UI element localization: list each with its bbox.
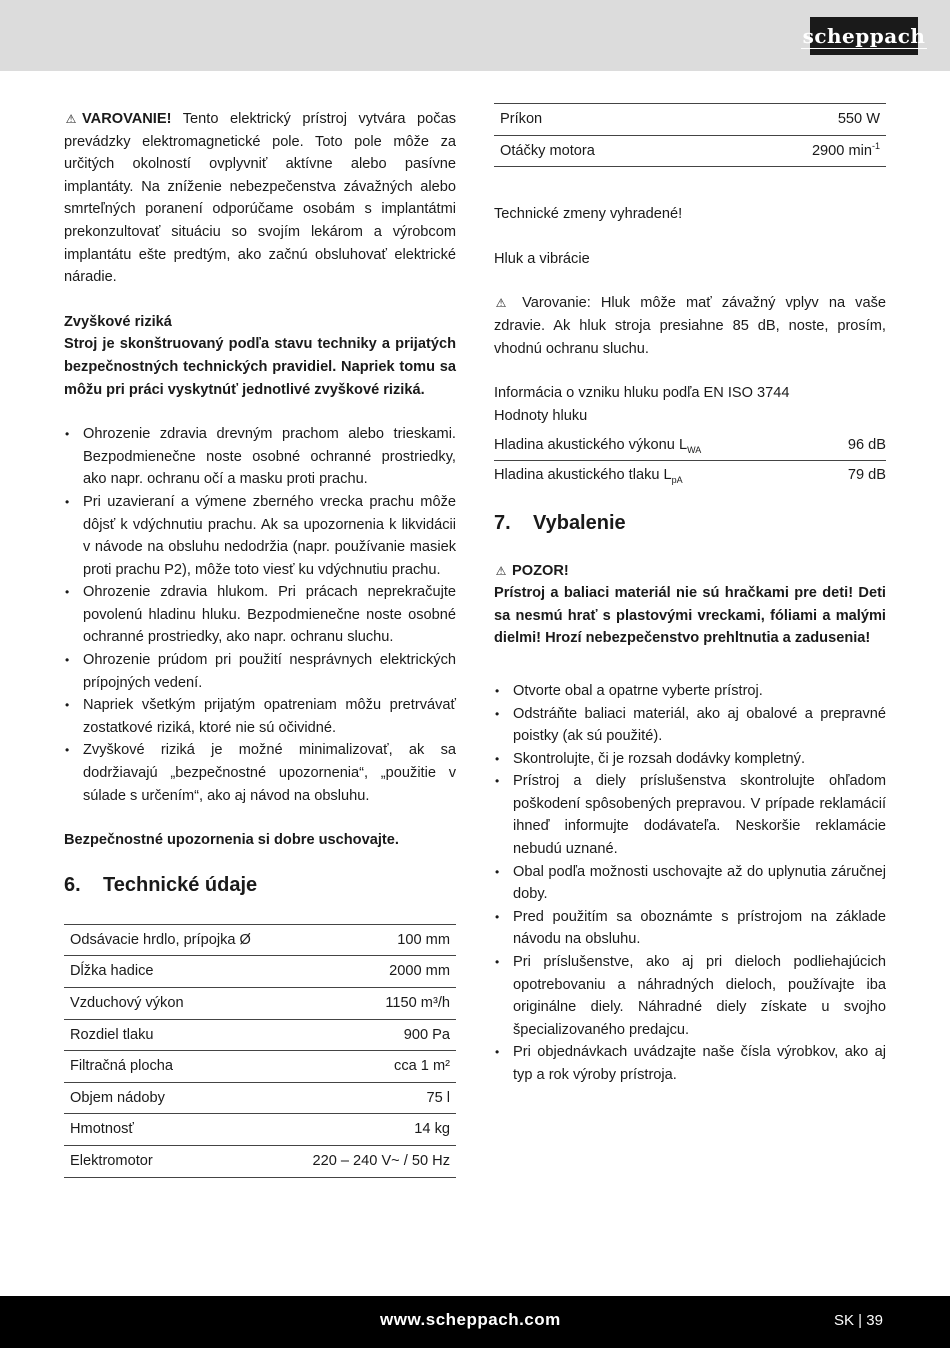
list-item: • Skontrolujte, či je rozsah dodávky kompletný. <box>494 748 886 771</box>
list-item: • Ohrozenie zdravia hlukom. Pri prácach neprekračujte povolenú hladinu hluku. Bezpodmienečne noste osobné ochranné prostriedky, ako napr. ochranu sluchu. <box>64 581 456 649</box>
table-row: Objem nádoby 75 l <box>64 1082 456 1114</box>
left-column <box>64 108 456 1178</box>
noise-values-label: Hodnoty hluku <box>494 407 588 424</box>
right-column <box>494 103 886 1087</box>
list-item: • Zvyškové riziká je možné minimalizovať, ak sa dodržiavajú „bezpečnostné upozornenia“, „použitie v súlade s určením“, ako aj návod na obsluhu. <box>64 739 456 807</box>
table-row: Príkon 550 W <box>494 104 886 136</box>
warning-triangle-icon: ⚠ <box>495 563 507 578</box>
footer-url-link[interactable]: www.scheppach.com <box>380 1310 561 1329</box>
list-item: • Pri uzavieraní a výmene zberného vrecka prachu môže dôjsť k vdýchnutiu prachu. Ak sa upozornenia k likvidácii v návode na obsluhu nedodržia (napr. používanie masiek proti prachu P2), môže toto viesť ku vdýchnutiu prachu. <box>64 491 456 581</box>
list-item: • Obal podľa možnosti uschovajte až do uplynutia záručnej doby. <box>494 861 886 906</box>
table-row: Rozdiel tlaku 900 Pa <box>64 1019 456 1051</box>
list-item: • Napriek všetkým prijatým opatreniam môžu pretrvávať zostatkové riziká, ktoré nie sú očividné. <box>64 694 456 739</box>
list-item: • Pri príslušenstve, ako aj pri dieloch podliehajúcich opotrebovaniu a náhradných dieloch, používajte iba originálne diely. Náhradné diely získate u svojho špecializovaného predajcu. <box>494 951 886 1041</box>
caution-label: ⚠ POZOR! <box>494 560 886 583</box>
keep-safe-note: Bezpečnostné upozornenia si dobre uschovajte. <box>64 832 399 849</box>
noise-table <box>494 431 886 489</box>
list-item: • Odstráňte baliaci materiál, ako aj obalové a prepravné poistky (ak sú použité). <box>494 703 886 748</box>
section-7-heading: 7. Vybalenie <box>494 511 626 534</box>
list-item: • Prístroj a diely príslušenstva skontrolujte ohľadom poškodení spôsobených prepravou. V prípade reklamácií ihneď informujte dodávateľa. Neskoršie reklamácie nebudú uznané. <box>494 770 886 860</box>
table-row: Vzduchový výkon 1150 m³/h <box>64 988 456 1020</box>
warning-triangle-icon: ⚠ <box>495 296 507 311</box>
caution-text: Prístroj a baliaci materiál nie sú hračkami pre deti! Deti sa nesmú hrať s plastovými vreckami, fóliami a malými dielmi! Hrozí nebezpečenstvo prehltnutia a zadusenia! <box>494 585 886 647</box>
emf-warning: ⚠ VAROVANIE! Tento elektrický prístroj vytvára počas prevádzky elektromagnetické pole. Toto pole môže za určitých okolností ovplyvniť aktívne alebo pasívne implantáty. Na zníženie nebezpečenstva závažných alebo smrteľných poranení odporúčame osobám s implantátmi prekonzultovať situáciu so svojím lekárom a výrobcom implantátu ešte predtým, ako začnú obsluhovať elektrické náradie. <box>64 108 456 289</box>
residual-risks-list <box>64 423 456 807</box>
warning-triangle-icon: ⚠ <box>65 112 77 126</box>
list-item: • Pred použitím sa oboznámte s prístrojom na základe návodu na obsluhu. <box>494 906 886 951</box>
table-row: Otáčky motora 2900 $\min^{-1}$ <box>494 135 886 167</box>
table-row: Filtračná plocha cca 1 m² <box>64 1051 456 1083</box>
table-row: Odsávacie hrdlo, prípojka Ø 100 mm <box>64 924 456 956</box>
residual-risks-heading: Zvyškové riziká <box>64 313 172 330</box>
footer-band <box>0 1296 950 1348</box>
table-row: Hladina akustického tlaku $L_{pA}$ 79 dB <box>494 466 886 485</box>
residual-risks-intro: Stroj je skonštruovaný podľa stavu techniky a prijatých bezpečnostných technických pravidiel. Napriek tomu sa môžu pri práci vyskytnúť jednotlivé zvyškové riziká. <box>64 336 456 398</box>
list-item: • Otvorte obal a opatrne vyberte prístroj. <box>494 680 886 703</box>
unpacking-list <box>494 680 886 1087</box>
page-number: SK | 39 <box>834 1312 883 1329</box>
table-row: Hladina akustického výkonu $L_{WA}$ 96 dB <box>494 431 886 460</box>
header-band <box>0 0 950 71</box>
section-6-heading: 6. Technické údaje <box>64 873 258 896</box>
noise-warning: ⚠ Varovanie: Hluk môže mať závažný vplyv na vaše zdravie. Ak hluk stroja presiahne 85 dB, noste, prosím, vhodnú ochranu sluchu. <box>494 292 886 360</box>
list-item: • Pri objednávkach uvádzajte naše čísla výrobkov, ako aj typ a rok výroby prístroja. <box>494 1041 886 1086</box>
list-item: • Ohrozenie prúdom pri použití nesprávnych elektrických prípojných vedení. <box>64 649 456 694</box>
technical-data-table <box>64 924 456 1178</box>
power-table <box>494 103 886 167</box>
noise-info: Informácia o vzniku hluku podľa EN ISO 3744 <box>494 385 790 402</box>
table-row: Elektromotor 220 – 240 V~ / 50 Hz <box>64 1145 456 1177</box>
noise-heading: Hluk a vibrácie <box>494 250 590 267</box>
table-row: Hmotnosť 14 kg <box>64 1114 456 1146</box>
brand-logo: scheppach <box>810 17 918 55</box>
list-item: • Ohrozenie zdravia drevným prachom alebo trieskami. Bezpodmienečne noste osobné ochranné prostriedky, ako napr. ochranu očí a masku proti prachu. <box>64 423 456 491</box>
table-row: Dĺžka hadice 2000 mm <box>64 956 456 988</box>
tech-changes-note: Technické zmeny vyhradené! <box>494 206 683 223</box>
